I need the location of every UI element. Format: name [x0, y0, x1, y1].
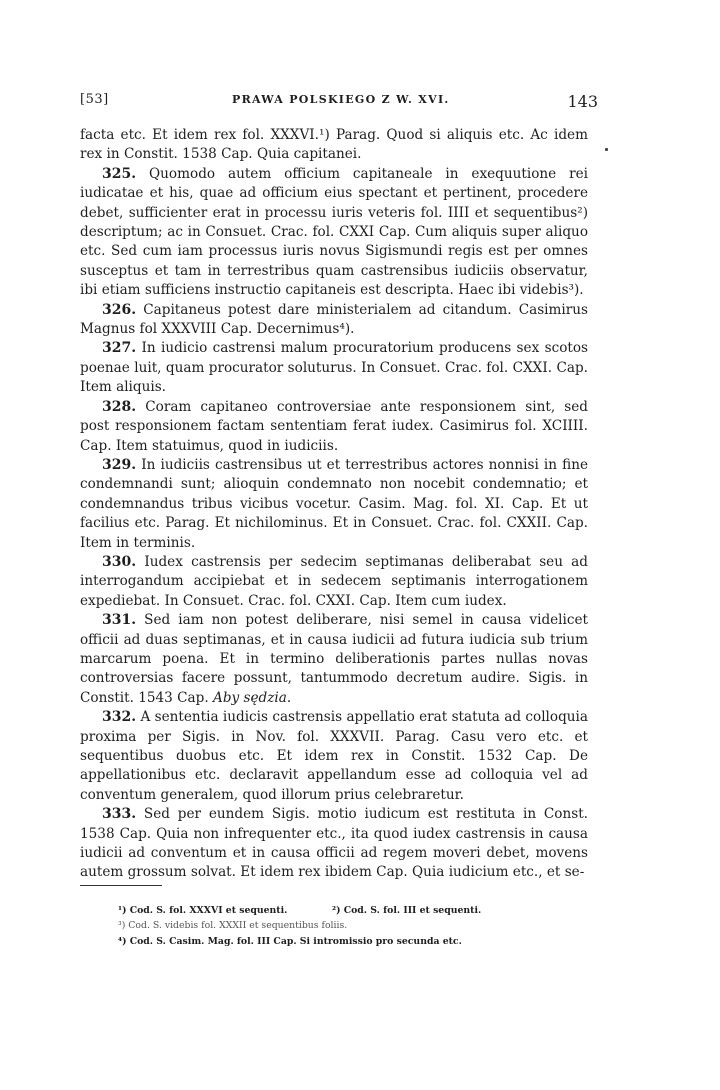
paragraph-333: [80, 805, 588, 883]
footnote-4: ⁴) Cod. S. Casim. Mag. fol. III Cap. Si intromissio pro secunda etc.: [118, 935, 462, 947]
paragraph-text: facta etc. Et idem rex fol. XXXVI.¹) Parag. Quod si aliquis etc. Ac idem rex in Constit. 1538 Cap. Quia capitanei.: [80, 127, 588, 163]
paragraph-text: Quomodo autem officium capitaneale in exequutione rei iudicatae et his, quae ad officium eius spectant et pertinent, procedere debet, sufficienter erat in processu iuris veteris fol. IIII et sequentibus²) descriptum; ac in Consuet. Crac. fol. CXXI Cap. Cum aliquis super aliquo etc. Sed cum iam processus iuris novus Sigismundi regis est per omnes susceptus et tam in terrestribus quam castrensibus iudiciis observatur, ibi etiam sufficiens instructio capitaneis est descripta. Haec ibi videbis³).: [80, 165, 588, 299]
footnote-2: ²) Cod. S. fol. III et sequenti.: [332, 905, 482, 916]
paragraph-number: 326.: [102, 301, 137, 318]
paragraph-325: [80, 165, 588, 301]
margin-mark: [605, 148, 608, 151]
footnote-divider: [80, 885, 162, 886]
footnote-row: [118, 903, 558, 918]
paragraph-number: 332.: [102, 709, 137, 726]
paragraph-number: 333.: [102, 806, 137, 823]
footnote-3: ³) Cod. S. videbis fol. XXXII et sequentibus foliis.: [118, 920, 348, 932]
footnote-1: ¹) Cod. S. fol. XXXVI et sequenti.: [118, 905, 288, 916]
paragraph-text: Iudex castrensis per sedecim septimanas deliberabat seu ad interrogandum accipiebat et in sedecem septimanis interrogationem expediebat. In Consuet. Crac. fol. CXXI. Cap. Item cum iudex.: [80, 553, 588, 609]
paragraph-text: Sed iam non potest deliberare, nisi semel in causa videlicet officii ad duas septimanas, et in causa iudicii ad futura iudicia sub trium marcarum poena. Et in termino deliberationis partes nullas novas controversias facere possunt, tantummodo decretum audire. Sigis. in Constit. 1543 Cap.: [80, 612, 589, 706]
running-title: PRAWA POLSKIEGO Z W. XVI.: [232, 93, 450, 106]
section-number: [53]: [80, 92, 109, 107]
footnotes: [118, 903, 558, 949]
paragraph-text: A sententia iudicis castrensis appellatio erat statuta ad colloquia proxima per Sigis. in Nov. fol. XXXVII. Parag. Casu vero etc. et sequentibus duobus etc. Et idem rex in Constit. 1532 Cap. De appellationibus etc. declaravit appellandum esse ad colloquia vel ad conventum generalem, quod illorum prius celebraretur.: [80, 709, 588, 803]
paragraph-number: 328.: [102, 398, 137, 415]
paragraph-number: 327.: [102, 340, 137, 357]
running-header: [80, 92, 600, 114]
paragraph-text: Coram capitaneo controversiae ante responsionem sint, sed post responsionem factam sententiam ferat iudex. Casimirus fol. XCIIII. Cap. Item statuimus, quod in iudiciis.: [80, 398, 589, 454]
paragraph-text: Sed per eundem Sigis. motio iudicum est restituta in Const. 1538 Cap. Quia non infrequenter etc., ita quod iudex castrensis in causa iudicii ad conventum et in causa officii ad regem moveri debet, movens autem grossum solvat. Et idem rex ibidem Cap. Quia iudicium etc., et se-: [80, 806, 588, 881]
paragraph-number: 325.: [102, 165, 137, 182]
paragraph-332: [80, 708, 588, 805]
paragraph-number: 331.: [102, 612, 137, 629]
body-text: [80, 126, 588, 883]
paragraph-328: [80, 398, 588, 456]
paragraph-331: [80, 611, 588, 708]
footnote-row: [118, 918, 558, 933]
page-number: 143: [567, 92, 598, 111]
paragraph-326: [80, 301, 588, 340]
paragraph-number: 329.: [102, 456, 137, 473]
paragraph-number: 330.: [102, 553, 137, 570]
paragraph-text: Capitaneus potest dare ministerialem ad citandum. Casimirus Magnus fol XXXVIII Cap. Decernimus⁴).: [80, 301, 588, 338]
paragraph-330: [80, 553, 588, 611]
paragraph-text: In iudiciis castrensibus ut et terrestribus actores nonnisi in fine condemnandi sunt; alioquin condemnato non nocebit condemnatio; et condemnandus tribus vicibus vocetur. Casim. Mag. fol. XI. Cap. Et ut facilius etc. Parag. Et nichilominus. Et in Consuet. Crac. fol. CXXII. Cap. Item in terminis.: [80, 456, 588, 551]
paragraph-329: [80, 456, 588, 553]
paragraph-continuation: [80, 126, 588, 165]
paragraph-327: [80, 339, 588, 397]
italic-phrase: Aby sędzia.: [213, 689, 292, 706]
footnote-row: [118, 934, 558, 949]
paragraph-text: In iudicio castrensi malum procuratorium producens sex scotos poenae luit, quam procurator soluturus. In Consuet. Crac. fol. CXXI. Cap. Item aliquis.: [80, 340, 588, 396]
